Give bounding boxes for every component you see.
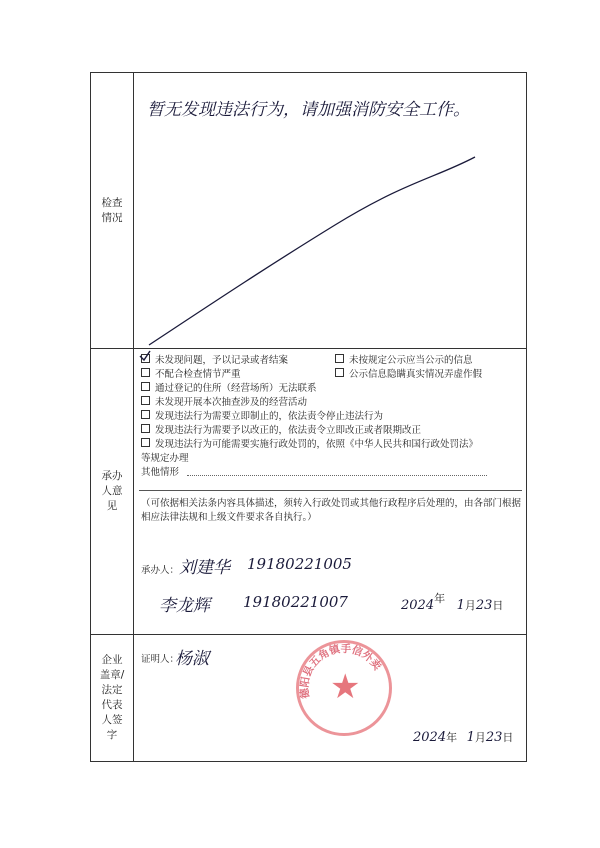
- inspection-label: 检查情况: [101, 196, 123, 224]
- option-administrative-penalty[interactable]: [141, 436, 478, 450]
- seal-text-path: 德阳县五角镇手信外卖: [298, 642, 384, 700]
- checkbox-not-published[interactable]: [335, 354, 344, 363]
- option-label: 发现违法行为需要予以改正的，依法责令立即改正或者限期改正: [155, 425, 422, 436]
- opinion-row: [91, 349, 526, 635]
- option-label: 发现违法行为需要立即制止的，依法责令停止违法行为: [155, 411, 384, 422]
- option-correct-violation[interactable]: [141, 422, 421, 436]
- option-not-cooperating[interactable]: [141, 366, 241, 380]
- handler-date-day: 23: [475, 598, 493, 613]
- option-stop-violation[interactable]: [141, 408, 383, 422]
- option-false-info[interactable]: [335, 366, 482, 380]
- company-label: 企业盖章/法定代表人签字: [99, 654, 125, 741]
- option-label: 通过登记的住所（经营场所）无法联系: [155, 383, 317, 394]
- inspection-label-cell: [91, 73, 134, 348]
- month-char: 月: [464, 599, 476, 612]
- handler-signature-2: 李龙辉: [159, 596, 210, 616]
- check-mark-icon: [138, 349, 152, 363]
- witness-signature: 杨淑: [175, 649, 209, 669]
- company-date: [413, 729, 513, 745]
- option-no-problem[interactable]: [141, 352, 288, 366]
- checkbox-not-cooperating[interactable]: [141, 368, 150, 377]
- checkbox-false-info[interactable]: [335, 368, 344, 377]
- company-label-cell: [91, 635, 134, 761]
- opinion-label-cell: [91, 349, 134, 634]
- inspection-row: [91, 73, 526, 349]
- witness-label: 证明人：: [141, 654, 180, 665]
- opinion-label: 承办人意见: [101, 470, 123, 512]
- instruction-note: （可依据相关法条内容具体描述，须转入行政处罚或其他行政程序后处理的，由各部门根据相应法律法规和上级文件要求各自执行。）: [141, 498, 522, 523]
- checkbox-no-activity[interactable]: [141, 396, 150, 405]
- option-label: 未发现问题，予以记录或者结案: [155, 355, 289, 366]
- option-label: 发现违法行为可能需要实施行政处罚的，依照《中华人民共和国行政处罚法》: [155, 439, 479, 450]
- year-char: 年: [434, 592, 446, 605]
- option-label: 未按规定公示应当公示的信息: [349, 355, 473, 366]
- option-continuation: 等规定办理: [141, 453, 189, 464]
- checkbox-stop-violation[interactable]: [141, 410, 150, 419]
- day-char: 日: [492, 599, 504, 612]
- checkbox-correct-violation[interactable]: [141, 424, 150, 433]
- other-label: 其他情形: [141, 467, 180, 478]
- company-date-day: 23: [485, 730, 503, 745]
- company-date-month: 1: [466, 730, 475, 745]
- checkbox-administrative-penalty[interactable]: [141, 438, 150, 447]
- separator-line: [139, 490, 522, 491]
- handler-phone-2: 19180221007: [243, 593, 348, 611]
- strike-through-line: [135, 73, 527, 349]
- handler-date-year: 2024: [401, 598, 435, 613]
- company-date-year: 2024: [413, 730, 447, 745]
- day-char: 日: [502, 731, 514, 744]
- option-unreachable[interactable]: [141, 380, 317, 394]
- handler-label: 承办人：: [141, 565, 180, 576]
- other-input-line[interactable]: [187, 475, 487, 476]
- inspection-content: [135, 73, 526, 348]
- handler-signature-1: 刘建华: [179, 558, 230, 578]
- handler-phone-1: 19180221005: [247, 555, 352, 573]
- inspection-handwritten-note: 暂无发现违法行为，请加强消防安全工作。: [147, 100, 470, 120]
- option-no-activity[interactable]: [141, 394, 307, 408]
- opinion-content: [135, 349, 526, 634]
- handler-date: [401, 592, 504, 613]
- option-not-published[interactable]: [335, 352, 473, 366]
- option-label: 未发现开展本次抽查涉及的经营活动: [155, 397, 308, 408]
- year-char: 年: [446, 731, 458, 744]
- checkbox-unreachable[interactable]: [141, 382, 150, 391]
- month-char: 月: [474, 731, 486, 744]
- option-label: 公示信息隐瞒真实情况弄虚作假: [349, 369, 483, 380]
- handler-date-month: 1: [456, 598, 465, 613]
- option-label: 不配合检查情节严重: [155, 369, 241, 380]
- seal-star-icon: ★: [330, 667, 361, 707]
